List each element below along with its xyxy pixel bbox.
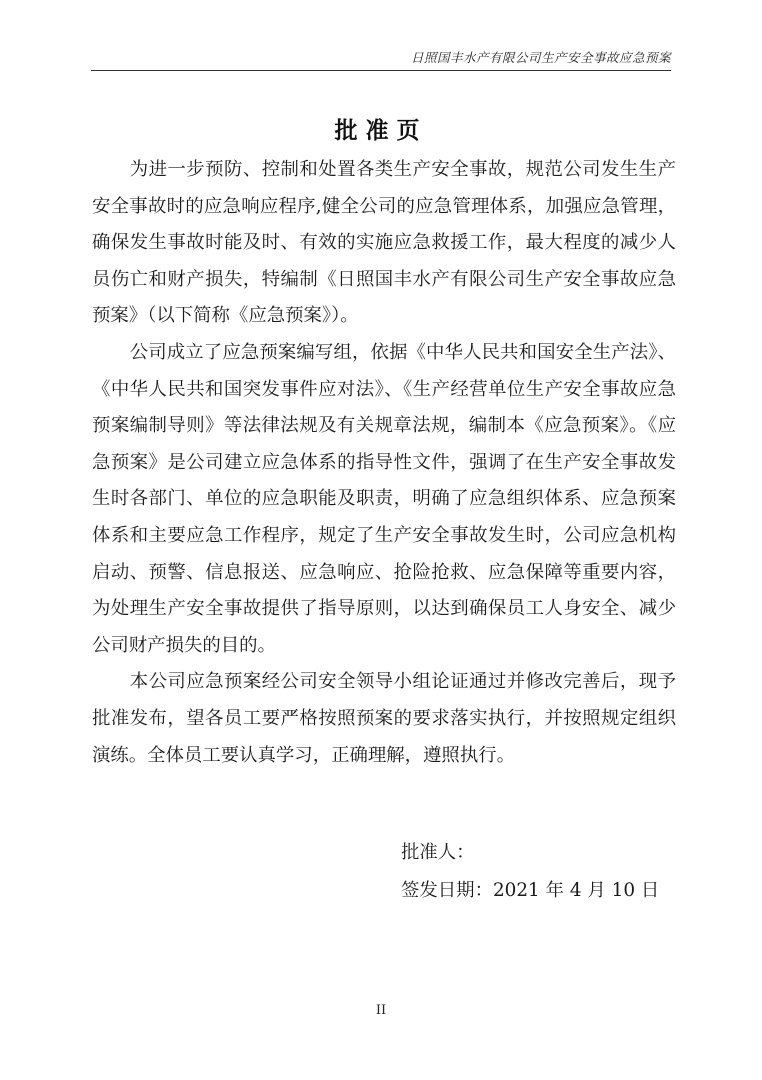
header-divider xyxy=(91,70,671,71)
issue-date: 签发日期：2021 年 4 月 10 日 xyxy=(401,880,660,901)
page-number: II xyxy=(375,1003,387,1018)
running-header: 日照国丰水产有限公司生产安全事故应急预案 xyxy=(410,50,671,65)
paragraph-approval: 本公司应急预案经公司安全领导小组论证通过并修改完善后，现予批准发布，望各员工要严格按照预案的要求落实执行，并按照规定组织演练。全体员工要认真学习，正确理解，遵照执行。 xyxy=(92,671,676,766)
document-body xyxy=(92,152,676,774)
paragraph-basis: 公司成立了应急预案编写组，依据《中华人民共和国安全生产法》、《中华人民共和国突发事件应对法》、《生产经营单位生产安全事故应急预案编制导则》等法律法规及有关规章法规，编制本《应急预案》。《应急预案》是公司建立应急体系的指导性文件，强调了在生产安全事故发生时各部门、单位的应急职能及职责，明确了应急组织体系、应急预案体系和主要应急工作程序，规定了生产安全事故发生时，公司应急机构启动、预警、信息报送、应急响应、抢险抢救、应急保障等重要内容，为处理生产安全事故提供了指导原则，以达到确保员工人身安全、减少公司财产损失的目的。 xyxy=(92,341,676,656)
signature-block xyxy=(401,834,659,910)
page-title: 批准页 xyxy=(334,118,428,144)
paragraph-purpose: 为进一步预防、控制和处置各类生产安全事故，规范公司发生生产安全事故时的应急响应程序,健全公司的应急管理体系，加强应急管理，确保发生事故时能及时、有效的实施应急救援工作，最大程度的减少人员伤亡和财产损失，特编制《日照国丰水产有限公司生产安全事故应急预案》（以下简称《应急预案》）。 xyxy=(92,159,676,327)
approver-label: 批准人： xyxy=(401,842,475,863)
